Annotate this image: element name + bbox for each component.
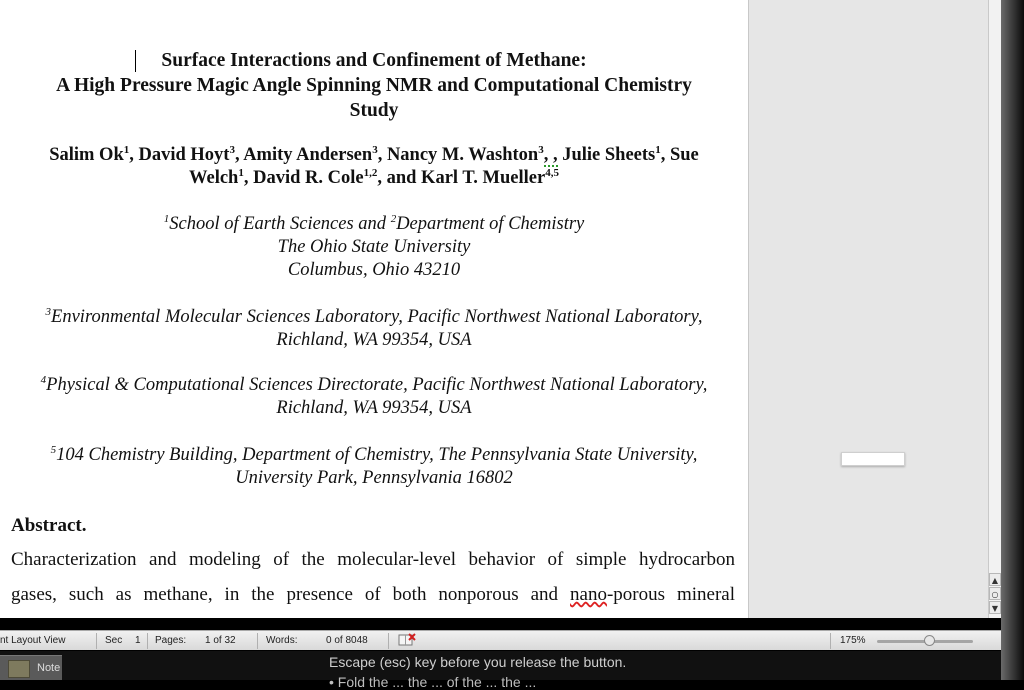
title-line-1: Surface Interactions and Confinement of Methane: [161,50,587,71]
pages-value: 1 of 32 [205,635,236,646]
affiliation-5-line-2: University Park, Pennsylvania 16802 [235,468,513,488]
words-value[interactable]: 0 of 8048 [326,635,368,646]
affiliation-4-line-1: $^4$Physical & Computational Sciences Directorate, Pacific Northwest National Laboratory, [40,373,708,395]
affiliation-3-line-2: Richland, WA 99354, USA [276,330,472,350]
section-value: 1 [135,635,141,646]
comment-balloon[interactable] [841,452,905,466]
grammar-flag[interactable]: , , [543,145,558,165]
pages-label: Pages: [155,635,187,646]
affiliation-1-line-1: $^1$School of Earth Sciences and $^2$Department of Chemistry [163,212,585,234]
browse-object-button[interactable]: ○ [989,587,1001,600]
zoom-slider-knob[interactable] [924,635,935,646]
affiliation-5-line-1: $^5$104 Chemistry Building, Department of Chemistry, The Pennsylvania State University, [50,443,698,465]
section-label: Sec [105,635,123,646]
authors-line-1: Salim Ok$^1$, David Hoyt$^3$, Amity Andersen$^3$, Nancy M. Washton$^3$, , Julie Sheets$^1$, Sue [49,143,699,165]
note-icon [8,660,30,678]
background-help-text-1: Escape (esc) key before you release the button. [329,654,627,670]
status-divider [147,633,148,649]
vertical-scrollbar[interactable] [988,0,1001,618]
note-label: Note [37,662,61,674]
note-tab[interactable] [0,655,62,680]
affiliation-1-line-3: Columbus, Ohio 43210 [287,260,461,280]
abstract-line-2: gases, such as methane, in the presence of both nonporous and nano-porous mineral [11,584,735,605]
previous-page-button[interactable]: ▲ [989,573,1001,586]
affiliation-3-line-1: $^3$Environmental Molecular Sciences Laboratory, Pacific Northwest National Laboratory, [45,305,703,327]
next-page-button[interactable]: ▼ [989,601,1001,614]
abstract-heading: Abstract. [11,515,87,536]
words-label: Words: [266,635,298,646]
affiliation-1-line-2: The Ohio State University [277,237,471,257]
window-shadow [1001,0,1024,680]
status-divider [257,633,258,649]
affiliation-4-line-2: Richland, WA 99354, USA [276,398,472,418]
title-line-3: Study [349,100,399,121]
book-spelling-icon[interactable] [398,633,416,647]
abstract-line-1: Characterization and modeling of the molecular-level behavior of simple hydrocarbon [11,549,735,570]
zoom-value: 175% [840,635,866,646]
spelling-flag[interactable]: nano [570,584,607,605]
status-divider [96,633,97,649]
document-margin-area [748,0,988,618]
view-mode-label[interactable]: nt Layout View [0,635,66,646]
background-help-text-2: • Fold the ... the ... of the ... the ... [329,674,537,690]
status-divider [830,633,831,649]
authors-line-2: Welch$^1$, David R. Cole$^{1,2}$, and Karl T. Mueller$^{4,5}$ [189,166,559,188]
title-line-2: A High Pressure Magic Angle Spinning NMR and Computational Chemistry [56,75,692,96]
status-bar [0,630,1001,650]
status-divider [388,633,389,649]
